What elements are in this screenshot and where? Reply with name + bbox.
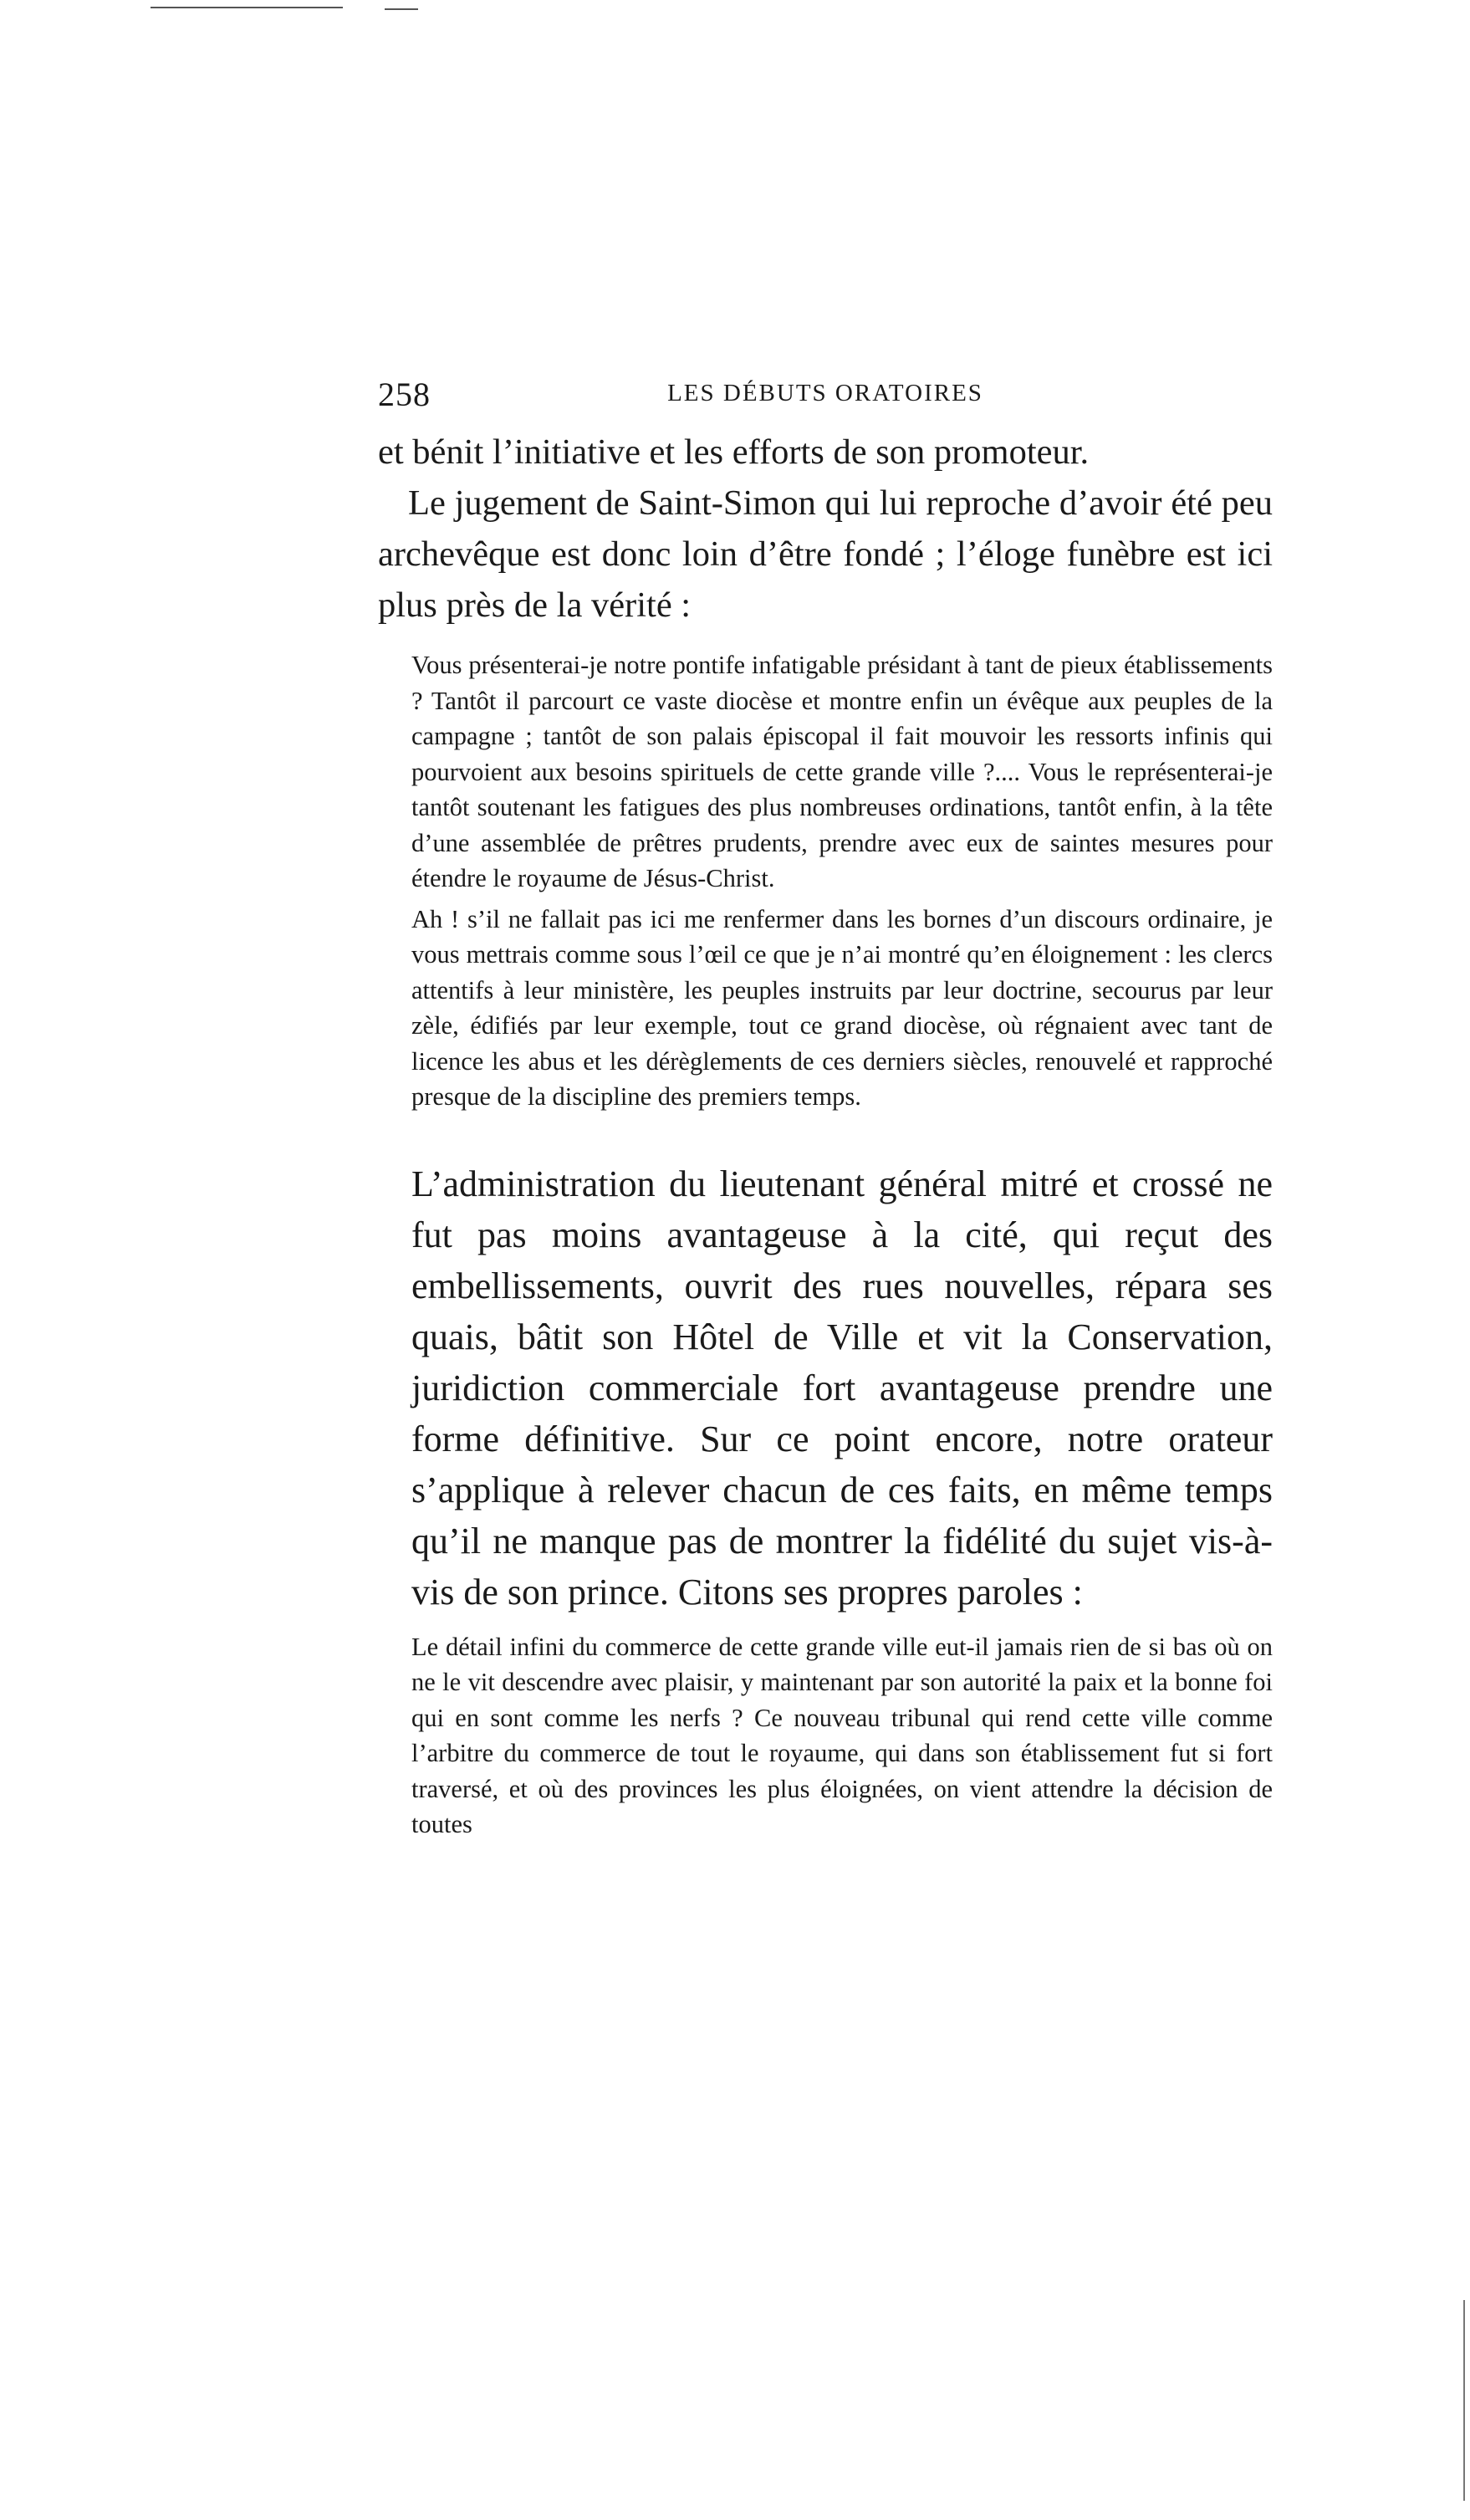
page-number: 258: [378, 376, 431, 413]
quote-paragraph: Ah ! s’il ne fallait pas ici me renfermer dans les bornes d’un discours ordinaire, je vous mettrais comme sous l’œil ce que je n’ai montré qu’en éloignement : les clercs attentifs à leur ministère, les peuples instruits par leur doctrine, secourus par leur zèle, édifiés par leur exemple, tout ce grand diocèse, où régnaient avec tant de licence les abus et les dérèglements de ces derniers siècles, renouvelé et rapproché presque de la discipline des premiers temps.: [411, 904, 1273, 1111]
quote-paragraph: Le détail infini du commerce de cette grande ville eut-il jamais rien de si bas où on ne le vit descendre avec plaisir, y maintenant par son autorité la paix et la bonne foi qui en sont comme les nerfs ? Ce nouveau tribunal qui rend cette ville comme l’arbitre du commerce de tout le royaume, qui dans son établissement fut si fort traversé, et où des provinces les plus éloignées, on vient attendre la décision de toutes: [411, 1632, 1273, 1838]
paragraph-continuation: et bénit l’initiative et les efforts de son promoteur.: [378, 432, 1090, 472]
scan-artifact-line: [385, 8, 418, 10]
scan-artifact-line: [151, 7, 343, 8]
quote-paragraph: Vous présenterai-je notre pontife infatigable présidant à tant de pieux établissements ? Tantôt il parcourt ce vaste diocèse et montre enfin un évêque aux peuples de la campagne ; tantôt de son palais épiscopal il fait mouvoir les ressorts infinis qui pourvoient aux besoins spirituels de cette grande ville ?.... Vous le représenterai-je tantôt soutenant les fatigues des plus nombreuses ordinations, tantôt enfin, à la tête d’une assemblée de prêtres prudents, prendre avec eux de saintes mesures pour étendre le royaume de Jésus-Christ.: [411, 651, 1273, 892]
block-quote-commerce: [378, 1629, 1273, 1843]
page: [378, 375, 1273, 1843]
paragraph-administration: L’administration du lieutenant général mitré et crossé ne fut pas moins avantageuse à la cité, qui reçut des embellissements, ouvrit des rues nouvelles, répara ses quais, bâtit son Hôtel de Ville et vit la Conservation, juridiction commerciale fort avantageuse prendre une forme définitive. Sur ce point encore, notre orateur s’applique à relever chacun de ces faits, en même temps qu’il ne manque pas de montrer la fidélité du sujet vis-à-vis de son prince. Citons ses propres paroles :: [411, 1163, 1273, 1613]
scan-edge-mark: [1463, 2300, 1465, 2501]
block-quote-eulogy: [378, 647, 1273, 1115]
paragraph-judgement: Le jugement de Saint-Simon qui lui reproche d’avoir été peu archevêque est donc loin d’être fondé ; l’éloge funèbre est ici plus près de la vérité :: [378, 483, 1273, 625]
running-title: LES DÉBUTS ORATOIRES: [667, 380, 983, 406]
running-head: [378, 375, 1273, 425]
